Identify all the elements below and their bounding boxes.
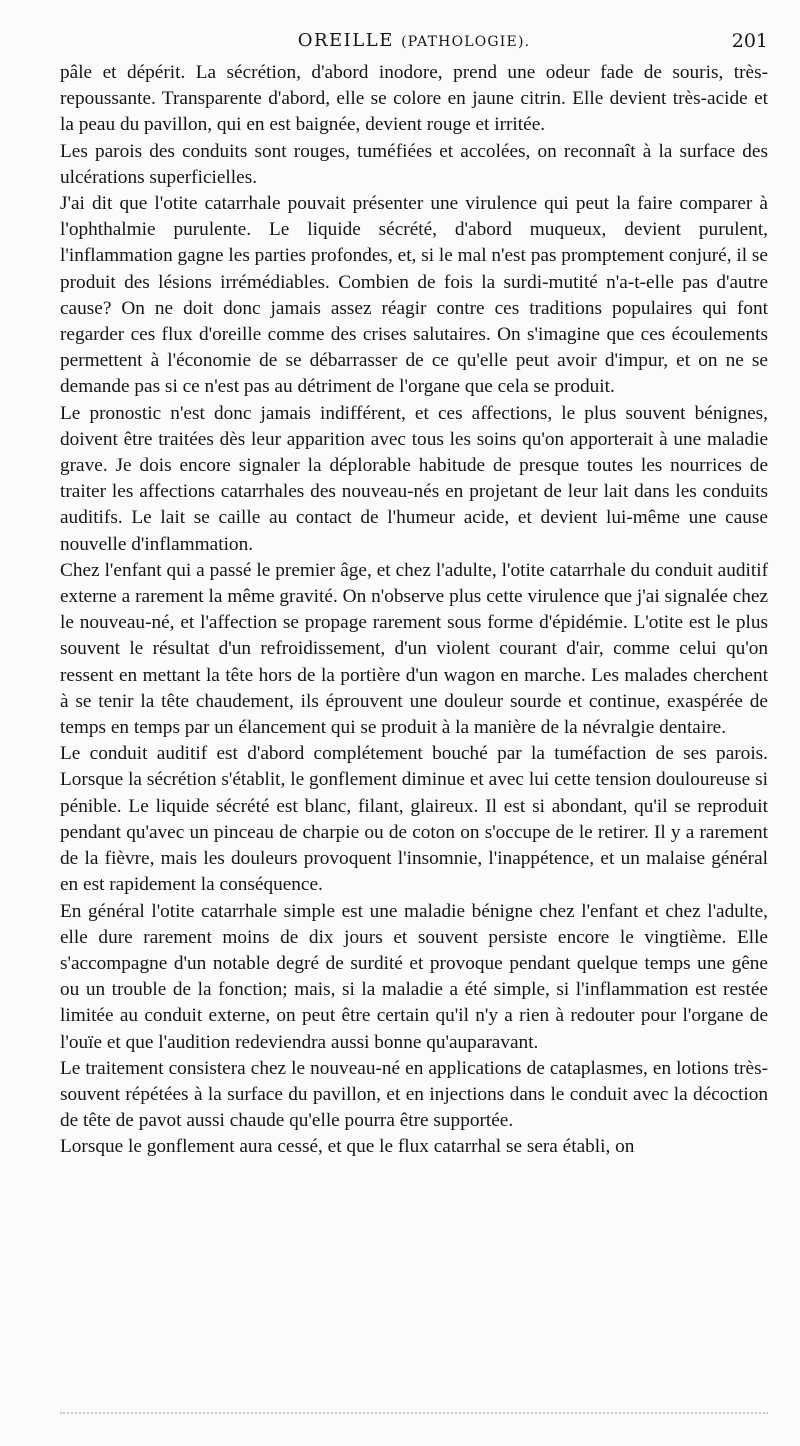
running-title	[60, 30, 768, 51]
scan-noise-line	[60, 1412, 768, 1418]
paragraph-9: Lorsque le gonflement aura cessé, et que le flux catarrhal se sera établi, on	[60, 1136, 635, 1158]
paragraph-8: Le traitement consistera chez le nouveau-né en applications de cataplasmes, en lotions très-souvent répétées à la surface du pavillon, et en injections dans le conduit avec la décoction de tête de pavot aussi chaude qu'elle pourra être supportée.	[60, 1057, 768, 1132]
paragraph-2: Les parois des conduits sont rouges, tuméfiées et accolées, on reconnaît à la surface des ulcérations superficielles.	[60, 140, 768, 188]
page-number: 201	[731, 30, 768, 52]
paragraph-4: Le pronostic n'est donc jamais indifférent, et ces affections, le plus souvent bénignes, doivent être traitées dès leur apparition avec tous les soins qu'on apporterait à une maladie grave. Je dois encore signaler la déplorable habitude de presque toutes les nourrices de traiter les affections catarrhales des nouveau-nés en projetant de leur lait dans les conduits auditifs. Le lait se caille au contact de l'humeur acide, et devient lui-même une cause nouvelle d'inflammation.	[60, 402, 768, 555]
body-text	[60, 60, 768, 1161]
paragraph-3: J'ai dit que l'otite catarrhale pouvait présenter une virulence qui peut la faire comparer à l'ophthalmie purulente. Le liquide sécrété, d'abord muqueux, devient purulent, l'inflammation gagne les parties profondes, et, si le mal n'est pas promptement conjuré, il se produit des lésions irrémédiables. Combien de fois la surdi-mutité n'a-t-elle pas d'autre cause? On ne doit donc jamais assez réagir contre ces traditions populaires qui font regarder ces flux d'oreille comme des crises salutaires. On s'imagine que ces écoulements permettent à l'économie de se débarrasser de ce qu'elle peut avoir d'impur, et on ne se demande pas si ce n'est pas au détriment de l'organe que cela se produit.	[60, 193, 768, 398]
paragraph-7: En général l'otite catarrhale simple est une maladie bénigne chez l'enfant et chez l'adulte, elle dure rarement moins de dix jours et souvent persiste encore le vingtième. Elle s'accompagne d'un notable degré de surdité et provoque pendant quelque temps une gêne ou un trouble de la fonction; mais, si la maladie a été simple, si l'inflammation est restée limitée au conduit externe, on peut être certain qu'il n'y a rien à redouter pour l'organe de l'ouïe et que l'audition redeviendra aussi bonne qu'auparavant.	[60, 900, 768, 1053]
running-title-sub: (PATHOLOGIE).	[401, 34, 531, 50]
running-header	[60, 30, 768, 56]
paragraph-1: pâle et dépérit. La sécrétion, d'abord inodore, prend une odeur fade de souris, très-repoussante. Transparente d'abord, elle se colore en jaune citrin. Elle devient très-acide et la peau du pavillon, qui en est baignée, devient rouge et irritée.	[60, 62, 768, 136]
running-title-main: OREILLE	[297, 30, 394, 51]
paragraph-5: Chez l'enfant qui a passé le premier âge, et chez l'adulte, l'otite catarrhale du conduit auditif externe a rarement la même gravité. On n'observe plus cette virulence que j'ai signalée chez le nouveau-né, et l'affection se propage rarement sous forme d'épidémie. L'otite est le plus souvent le résultat d'un refroidissement, d'un violent courant d'air, comme celui qu'on ressent en mettant la tête hors de la portière d'un wagon en marche. Les malades cherchent à se tenir la tête chaudement, ils éprouvent une douleur sourde et continue, exaspérée de temps en temps par un élancement qui se produit à la manière de la névralgie dentaire.	[60, 559, 768, 739]
paragraph-6: Le conduit auditif est d'abord complétement bouché par la tuméfaction de ses parois. Lorsque la sécrétion s'établit, le gonflement diminue et avec lui cette tension douloureuse si pénible. Le liquide sécrété est blanc, filant, glaireux. Il est si abondant, qu'il se reproduit pendant qu'avec un pinceau de charpie ou de coton on s'occupe de le retirer. Il y a rarement de la fièvre, mais les douleurs provoquent l'insomnie, l'inappétence, et un malaise général en est rapidement la conséquence.	[60, 743, 768, 896]
